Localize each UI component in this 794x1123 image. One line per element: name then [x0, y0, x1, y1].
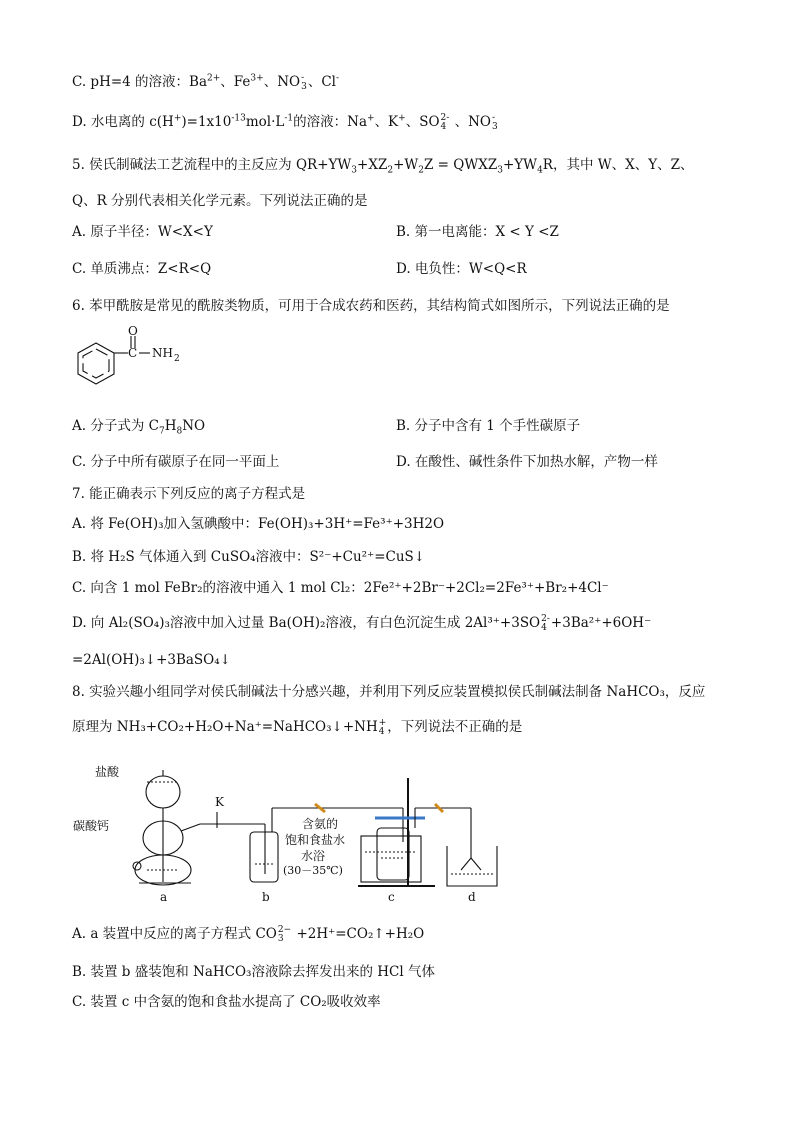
q4d-so4-frac [441, 114, 450, 132]
q8-nh4-sup: + [378, 717, 387, 728]
q7d-so4: SO [519, 615, 541, 631]
q6-option-d: D. 在酸性、碱性条件下加热水解，产物一样 [396, 454, 658, 470]
q6a-8: 8 [176, 426, 183, 437]
apparatus-c [361, 828, 421, 882]
q5-option-a: A. 原子半径：W<X<Y [72, 224, 213, 240]
carbon-label: C [128, 346, 138, 360]
q4d-no3-sub: 3 [491, 121, 498, 132]
q7d-so4-sup: 2- [541, 613, 550, 624]
q5-eq-h: +YW [502, 157, 538, 173]
q5-stem-line1 [72, 156, 694, 174]
bottle-b [250, 832, 278, 882]
q4c-sup2: 3+ [250, 73, 264, 84]
nh2-subscript: 2 [174, 354, 180, 364]
label-temp: (30－35℃) [283, 864, 343, 877]
apparatus-d [447, 846, 497, 886]
q8-line2-nh: NH [354, 719, 378, 735]
q5-option-d: D. 电负性：W<Q<R [396, 261, 527, 277]
q8-line2-pre: 原理为 NH₃+CO₂+H₂O+Na⁺=NaHCO₃↓+ [72, 719, 355, 735]
q4d-no3-sup: - [491, 112, 496, 123]
q5-eq-i: 4 [537, 165, 543, 176]
q8a-sup: 2− [277, 924, 292, 935]
label-c: c [388, 890, 395, 904]
label-brine1: 含氨的 [302, 817, 339, 831]
q7-option-c: C. 向含 1 mol FeBr₂的溶液中通入 1 mol Cl₂：2Fe²⁺+2Br⁻+2Cl₂=2Fe³⁺+Br₂+4Cl⁻ [72, 580, 609, 596]
q4d-ksup: + [398, 113, 406, 124]
q4c-mid1: 、Fe [220, 74, 251, 90]
q4c-sup1: 2+ [207, 73, 221, 84]
q5-line1-text: 5. 侯氏制碱法工艺流程中的主反应为 QR+YW [72, 157, 352, 173]
q7-option-a: A. 将 Fe(OH)₃加入氢碘酸中：Fe(OH)₃+3H⁺=Fe³⁺+3H2O [72, 516, 445, 532]
label-brine2: 饱和食盐水 [285, 833, 346, 847]
label-b: b [262, 890, 270, 904]
side-tube [181, 824, 200, 831]
q4d-nasup: + [367, 113, 375, 124]
benzamide-structure [68, 326, 198, 396]
q7-stem: 7. 能正确表示下列反应的离子方程式是 [72, 486, 306, 502]
q4d-no3: 、NO [450, 114, 491, 130]
q4-option-c [72, 73, 339, 92]
q8a-sub: 3 [277, 933, 284, 944]
q5-eq-j: R [542, 157, 553, 173]
nh-label: NH [152, 346, 173, 360]
apparatus-diagram [73, 765, 510, 906]
q4d-so4-sup: 2- [440, 112, 450, 123]
q8-line2-tail: ，下列说法不正确的是 [387, 719, 523, 735]
q8-option-a [72, 925, 424, 944]
q4d-hsup: + [173, 113, 182, 124]
q8a-co3-frac [278, 926, 291, 944]
q6-option-a [72, 417, 205, 435]
q5-eq-b: +XZ [357, 157, 388, 173]
q4c-no3-sub: 3 [301, 81, 307, 92]
label-k: K [215, 795, 224, 809]
label-caco3: 碳酸钙 [73, 819, 110, 833]
q4d-rest: 的溶液：Na [293, 114, 368, 130]
apparatus-b [250, 808, 278, 882]
q4d-so4: 、SO [405, 114, 440, 130]
q8-option-b: B. 装置 b 盛装饱和 NaHCO₃溶液除去挥发出来的 HCl 气体 [72, 964, 435, 980]
q6a-7: 7 [158, 426, 165, 437]
q8a-tail: +2H⁺=CO₂↑+H₂O [292, 926, 425, 942]
label-hcl: 盐酸 [95, 765, 120, 779]
q8-nh4-sub: 4 [378, 726, 385, 737]
q6a-h: H [164, 418, 177, 434]
water-bath [361, 836, 421, 882]
q4d-no3-frac [492, 114, 498, 132]
q8-stem-line2 [72, 718, 522, 737]
q6a-pre: A. 分子式为 C [72, 418, 159, 434]
q7d-so4-frac [541, 615, 550, 633]
q7-option-d [72, 614, 651, 633]
q4d-so4-sub: 4 [440, 121, 447, 132]
q4d-exp: -13 [231, 113, 246, 124]
q4d-k: 、K [374, 114, 399, 130]
q8-stem-line1: 8. 实验兴趣小组同学对侯氏制碱法十分感兴趣，并利用下列反应装置模拟侯氏制碱法制备 NaHCO₃，反应 [72, 684, 706, 700]
q6-option-c: C. 分子中所有碳原子在同一平面上 [72, 454, 280, 470]
label-bath: 水浴 [301, 849, 326, 863]
funnel-bulb [146, 776, 180, 808]
q5-eq-a: 3 [351, 165, 358, 176]
q6a-tail: NO [182, 418, 206, 434]
q5-eq-d: +W [393, 157, 419, 173]
q4c-no3-sup: - [301, 72, 305, 83]
q4c-tail: 、Cl [307, 74, 336, 90]
apparatus-a [133, 770, 200, 885]
q4-option-d [72, 113, 499, 132]
q7d-so4-sub: 4 [541, 622, 547, 633]
q5-eq-c: 2 [387, 165, 394, 176]
label-a: a [160, 890, 168, 904]
q8-nh4-frac [379, 719, 387, 737]
q5-eq-g: 3 [497, 165, 503, 176]
q4c-tail-sup: - [335, 73, 340, 84]
oxygen-label: O [128, 324, 138, 338]
q4d-unit: mol·L [245, 114, 285, 130]
q4c-no3-frac [301, 74, 307, 92]
label-d: d [468, 890, 476, 904]
q5-eq-e: 2 [418, 165, 424, 176]
q4c-mid2: 、 [263, 74, 278, 90]
benzene-inner-bonds [83, 349, 109, 378]
q8a-pre: A. a 装置中反应的离子方程式 CO [72, 926, 277, 942]
q4d-prefix: D. 水电离的 c(H [72, 114, 174, 130]
q4c-text: C. pH=4 的溶液：Ba [72, 74, 208, 90]
q7d-tail: +3Ba²⁺+6OH⁻ [550, 615, 652, 631]
q6-stem: 6. 苯甲酰胺是常见的酰胺类物质，可用于合成农药和医药，其结构简式如图所示，下列说法正确的是 [72, 298, 670, 314]
q5-stem-line2: Q、R 分别代表相关化学元素。下列说法正确的是 [72, 193, 368, 209]
q5-eq-f: Z = QWXZ [424, 157, 498, 173]
q5-option-b: B. 第一电离能：X < Y <Z [396, 224, 559, 240]
q5-option-c: C. 单质沸点：Z<R<Q [72, 261, 212, 277]
q4d-unitsup: -1 [284, 113, 294, 124]
q8-option-c: C. 装置 c 中含氨的饱和食盐水提高了 CO₂吸收效率 [72, 994, 381, 1010]
q6-option-b: B. 分子中含有 1 个手性碳原子 [396, 418, 581, 434]
funnel-d [461, 858, 481, 870]
q7-option-d-line2: =2Al(OH)₃↓+3BaSO₄↓ [72, 652, 231, 668]
q4d-mid: )=1x10 [181, 114, 232, 130]
beaker-d [447, 846, 497, 886]
q7-option-b: B. 将 H₂S 气体通入到 CuSO₄溶液中：S²⁻+Cu²⁺=CuS↓ [72, 549, 426, 565]
q5-line1-tail: ，其中 W、X、Y、Z、 [552, 157, 694, 173]
q7d-pre: D. 向 Al₂(SO₄)₃溶液中加入过量 Ba(OH)₂溶液，有白色沉淀生成 2Al³⁺+3 [72, 615, 520, 631]
q4c-no3: NO [277, 74, 301, 90]
outlet-stopper [133, 862, 141, 870]
